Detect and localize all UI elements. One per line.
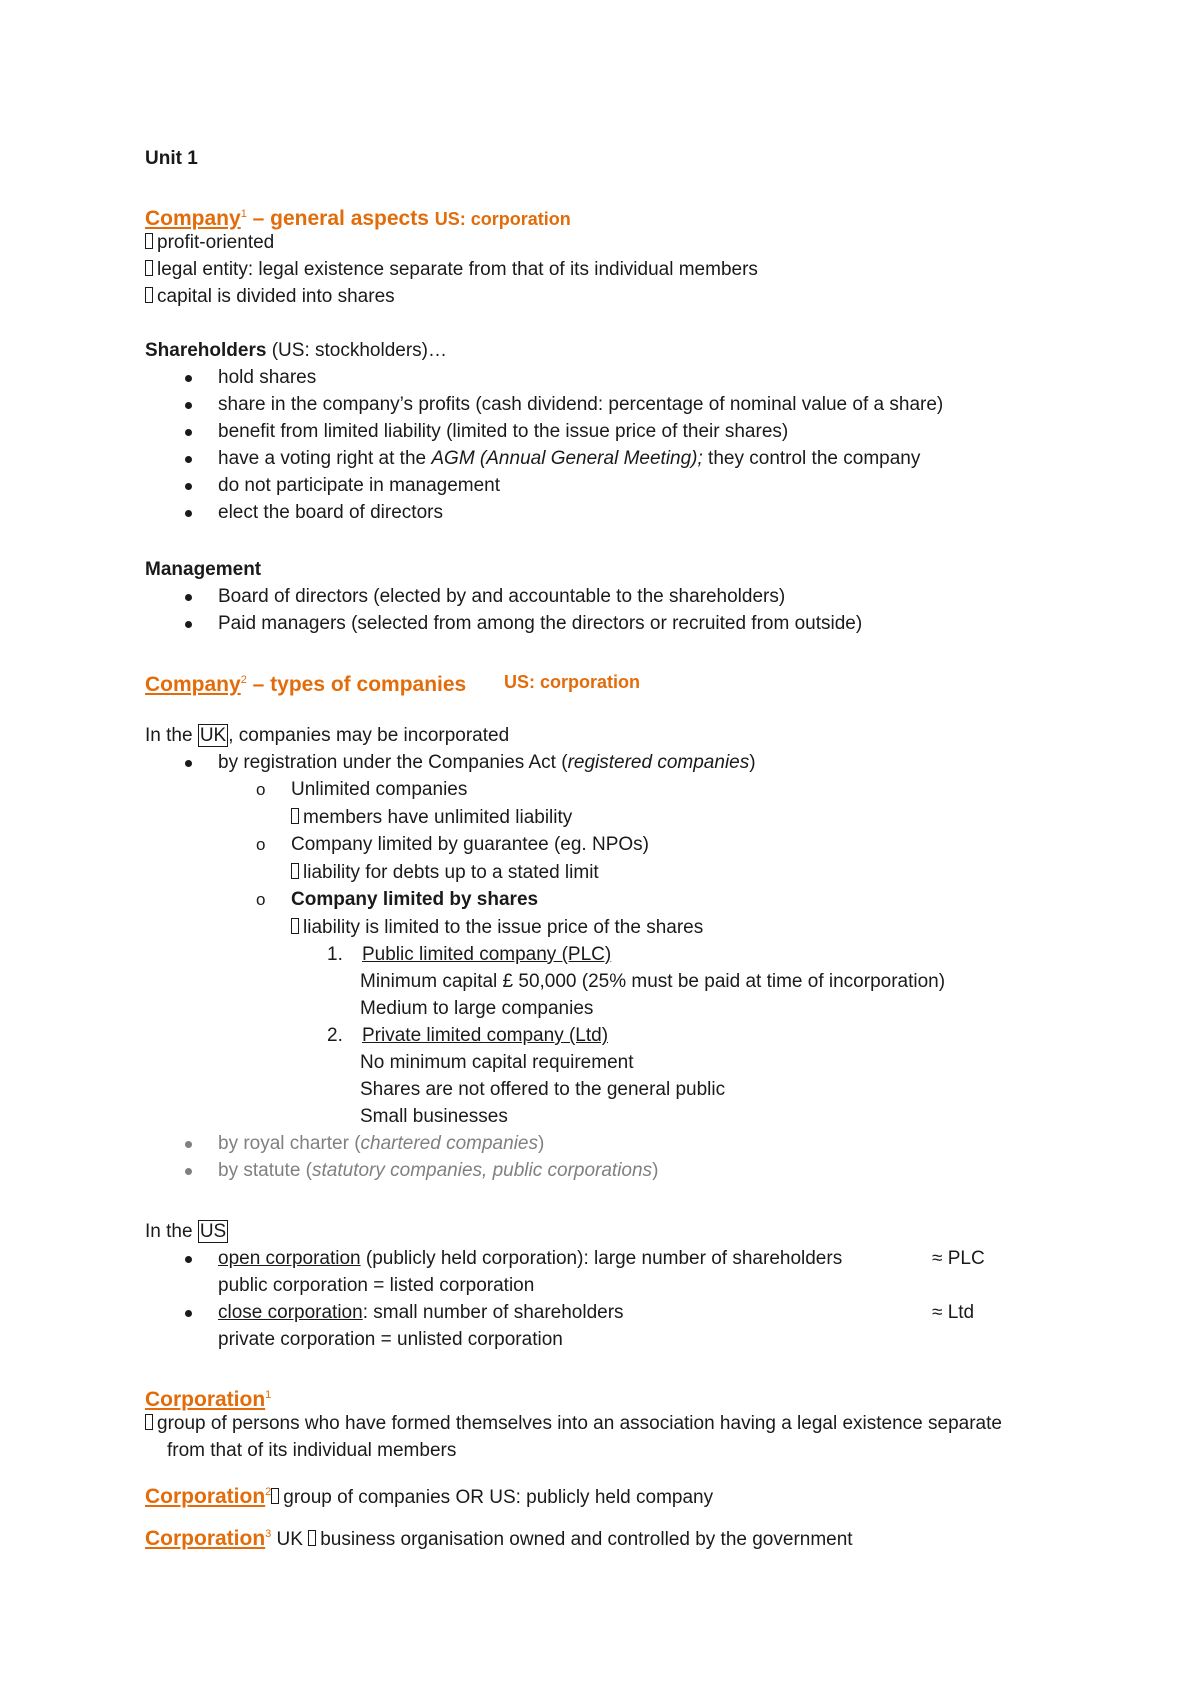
section-2-us-note: US: corporation [504,672,641,692]
note-unlimited: members have unlimited liability [291,806,572,830]
corporation-2-line: Corporation$^2$ group of companies OR US: publicly held company [145,1485,714,1508]
statute-item: by statute (statutory companies, public corporations) [218,1160,659,1181]
bullet-icon [185,510,192,517]
arrow-glyph-icon [291,918,299,934]
arrow-glyph-icon [291,808,299,824]
list-item-agm: have a voting right at the AGM (Annual General Meeting); they control the company [218,448,921,469]
sub-item-guarantee: Company limited by guarantee (eg. NPOs) [291,834,649,855]
registration-item: by registration under the Companies Act (registered companies) [218,752,756,773]
arrow-glyph-icon [145,287,153,303]
arrow-glyph-icon [271,1488,279,1504]
point-capital: capital is divided into shares [145,285,395,309]
list-item: Board of directors (elected by and accountable to the shareholders) [218,586,786,607]
note-guarantee: liability for debts up to a stated limit [291,861,599,885]
bullet-icon [185,456,192,463]
ltd-line: No minimum capital requirement [360,1052,634,1073]
bullet-icon [185,594,192,601]
ltd-line: Small businesses [360,1106,508,1127]
bullet-icon [185,429,192,436]
o-bullet-icon: o [256,835,266,854]
close-corporation-sub: private corporation = unlisted corporation [218,1329,563,1350]
bullet-icon [185,375,192,382]
approx-ltd: ≈ Ltd [932,1302,975,1323]
list-item: do not participate in management [218,475,501,496]
corporation-3-line: Corporation$^3$ UK business organisation owned and controlled by the government [145,1527,853,1550]
uk-intro: In the UK , companies may be incorporated [145,725,510,746]
plc-line: Medium to large companies [360,998,594,1019]
list-item: Paid managers (selected from among the directors or recruited from outside) [218,613,863,634]
bullet-icon [185,402,192,409]
management-heading: Management [145,559,262,580]
open-corporation-item: open corporation (publicly held corporation): large number of shareholders [218,1248,843,1269]
ltd-title: Private limited company (Ltd) [362,1025,609,1046]
bullet-icon [185,621,192,628]
ltd-line: Shares are not offered to the general public [360,1079,726,1100]
list-item: benefit from limited liability (limited to the issue price of their shares) [218,421,789,442]
arrow-glyph-icon [308,1530,316,1546]
bullet-icon [185,1256,192,1263]
approx-plc: ≈ PLC [932,1248,985,1269]
bullet-icon [185,483,192,490]
section-heading-corporation-1: Corporation$^1$ [145,1388,272,1411]
arrow-glyph-icon [145,260,153,276]
o-bullet-icon: o [256,780,266,799]
bullet-icon [185,760,192,767]
plc-number: 1. [327,944,343,965]
bullet-icon [185,1310,192,1317]
list-item: hold shares [218,367,317,388]
plc-line: Minimum capital £ 50,000 (25% must be paid at time of incorporation) [360,971,946,992]
arrow-glyph-icon [145,1414,153,1430]
ltd-number: 2. [327,1025,343,1046]
sub-item-shares: Company limited by shares [291,889,539,910]
section-heading-company-2: Company$^2$ – types of companies [145,673,467,696]
list-item: elect the board of directors [218,502,443,523]
unit-title: Unit 1 [145,148,198,169]
section-heading-company-1: Company$^1$ – general aspects US: corporation [145,207,571,230]
open-corporation-sub: public corporation = listed corporation [218,1275,535,1296]
sub-item-unlimited: Unlimited companies [291,779,468,800]
note-shares: liability is limited to the issue price of the shares [291,916,703,940]
corporation-1-def-cont: from that of its individual members [167,1440,457,1461]
plc-title: Public limited company (PLC) [362,944,612,965]
o-bullet-icon: o [256,890,266,909]
arrow-glyph-icon [291,863,299,879]
shareholders-heading: Shareholders (US: stockholders)… [145,340,447,361]
point-legal-entity: legal entity: legal existence separate from that of its individual members [145,258,758,282]
charter-item: by royal charter (chartered companies) [218,1133,545,1154]
corporation-1-def: group of persons who have formed themselves into an association having a legal existence separate [145,1412,1002,1436]
close-corporation-item: close corporation: small number of shareholders [218,1302,624,1323]
list-item: share in the company’s profits (cash dividend: percentage of nominal value of a share) [218,394,944,415]
bullet-icon [185,1168,192,1175]
bullet-icon [185,1141,192,1148]
arrow-glyph-icon [145,233,153,249]
point-profit: profit-oriented [145,231,274,255]
us-intro: In the US [145,1221,227,1242]
